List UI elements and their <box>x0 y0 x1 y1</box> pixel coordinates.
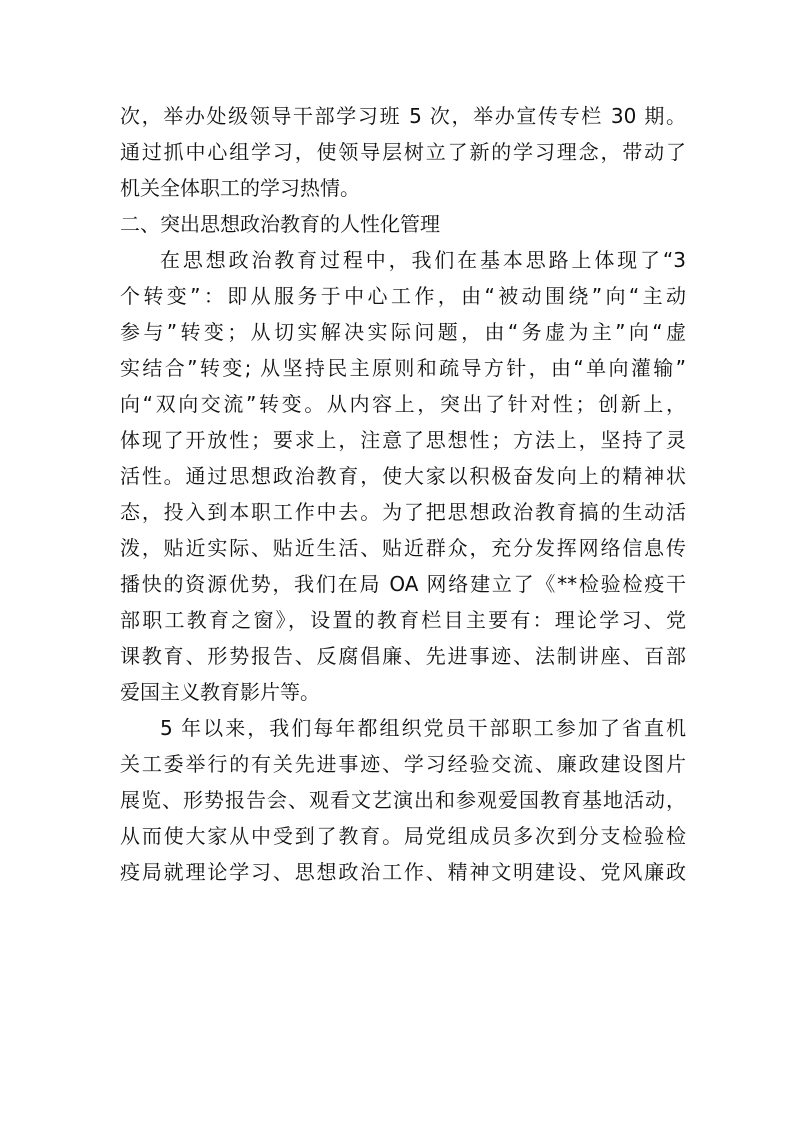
text-line: 次，举办处级领导干部学习班 5 次，举办宣传专栏 30 期。 <box>120 104 686 128</box>
paragraph-1 <box>120 98 686 206</box>
paragraph-3 <box>120 710 686 890</box>
text-line: 在思想政治教育过程中，我们在基本思路上体现了“3 <box>160 248 686 272</box>
text-line: 参与”转变；从切实解决实际问题，由“务虚为主”向“虚 <box>120 320 686 344</box>
text-line: 播快的资源优势，我们在局 OA 网络建立了《**检验检疫干 <box>120 572 686 596</box>
text-line: 泼，贴近实际、贴近生活、贴近群众，充分发挥网络信息传 <box>120 536 686 560</box>
text-line: 实结合”转变; 从坚持民主原则和疏导方针，由“单向灌输” <box>120 356 686 380</box>
text-line: 从而使大家从中受到了教育。局党组成员多次到分支检验检 <box>120 824 686 848</box>
text-line: 关工委举行的有关先进事迹、学习经验交流、廉政建设图片 <box>120 752 686 776</box>
text-line: 展览、形势报告会、观看文艺演出和参观爱国教育基地活动， <box>120 788 686 812</box>
text-line: 课教育、形势报告、反腐倡廉、先进事迹、法制讲座、百部 <box>120 644 686 668</box>
text-line: 活性。通过思想政治教育，使大家以积极奋发向上的精神状 <box>120 464 686 488</box>
text-line: 个转变”：即从服务于中心工作，由“被动围绕”向“主动 <box>120 284 686 308</box>
text-line: 机关全体职工的学习热情。 <box>120 176 360 200</box>
text-line: 体现了开放性；要求上，注意了思想性；方法上，坚持了灵 <box>120 428 686 452</box>
text-line: 5 年以来，我们每年都组织党员干部职工参加了省直机 <box>160 716 686 740</box>
text-line: 向“双向交流”转变。从内容上，突出了针对性；创新上， <box>120 392 686 416</box>
text-line: 部职工教育之窗》，设置的教育栏目主要有：理论学习、党 <box>120 608 686 632</box>
document-body <box>120 98 686 890</box>
paragraph-2 <box>120 242 686 710</box>
text-line: 通过抓中心组学习，使领导层树立了新的学习理念，带动了 <box>120 140 686 164</box>
section-heading: 二、突出思想政治教育的人性化管理 <box>120 212 440 236</box>
text-line: 爱国主义教育影片等。 <box>120 680 320 704</box>
text-line: 态，投入到本职工作中去。为了把思想政治教育搞的生动活 <box>120 500 686 524</box>
text-line: 疫局就理论学习、思想政治工作、精神文明建设、党风廉政 <box>120 860 686 884</box>
